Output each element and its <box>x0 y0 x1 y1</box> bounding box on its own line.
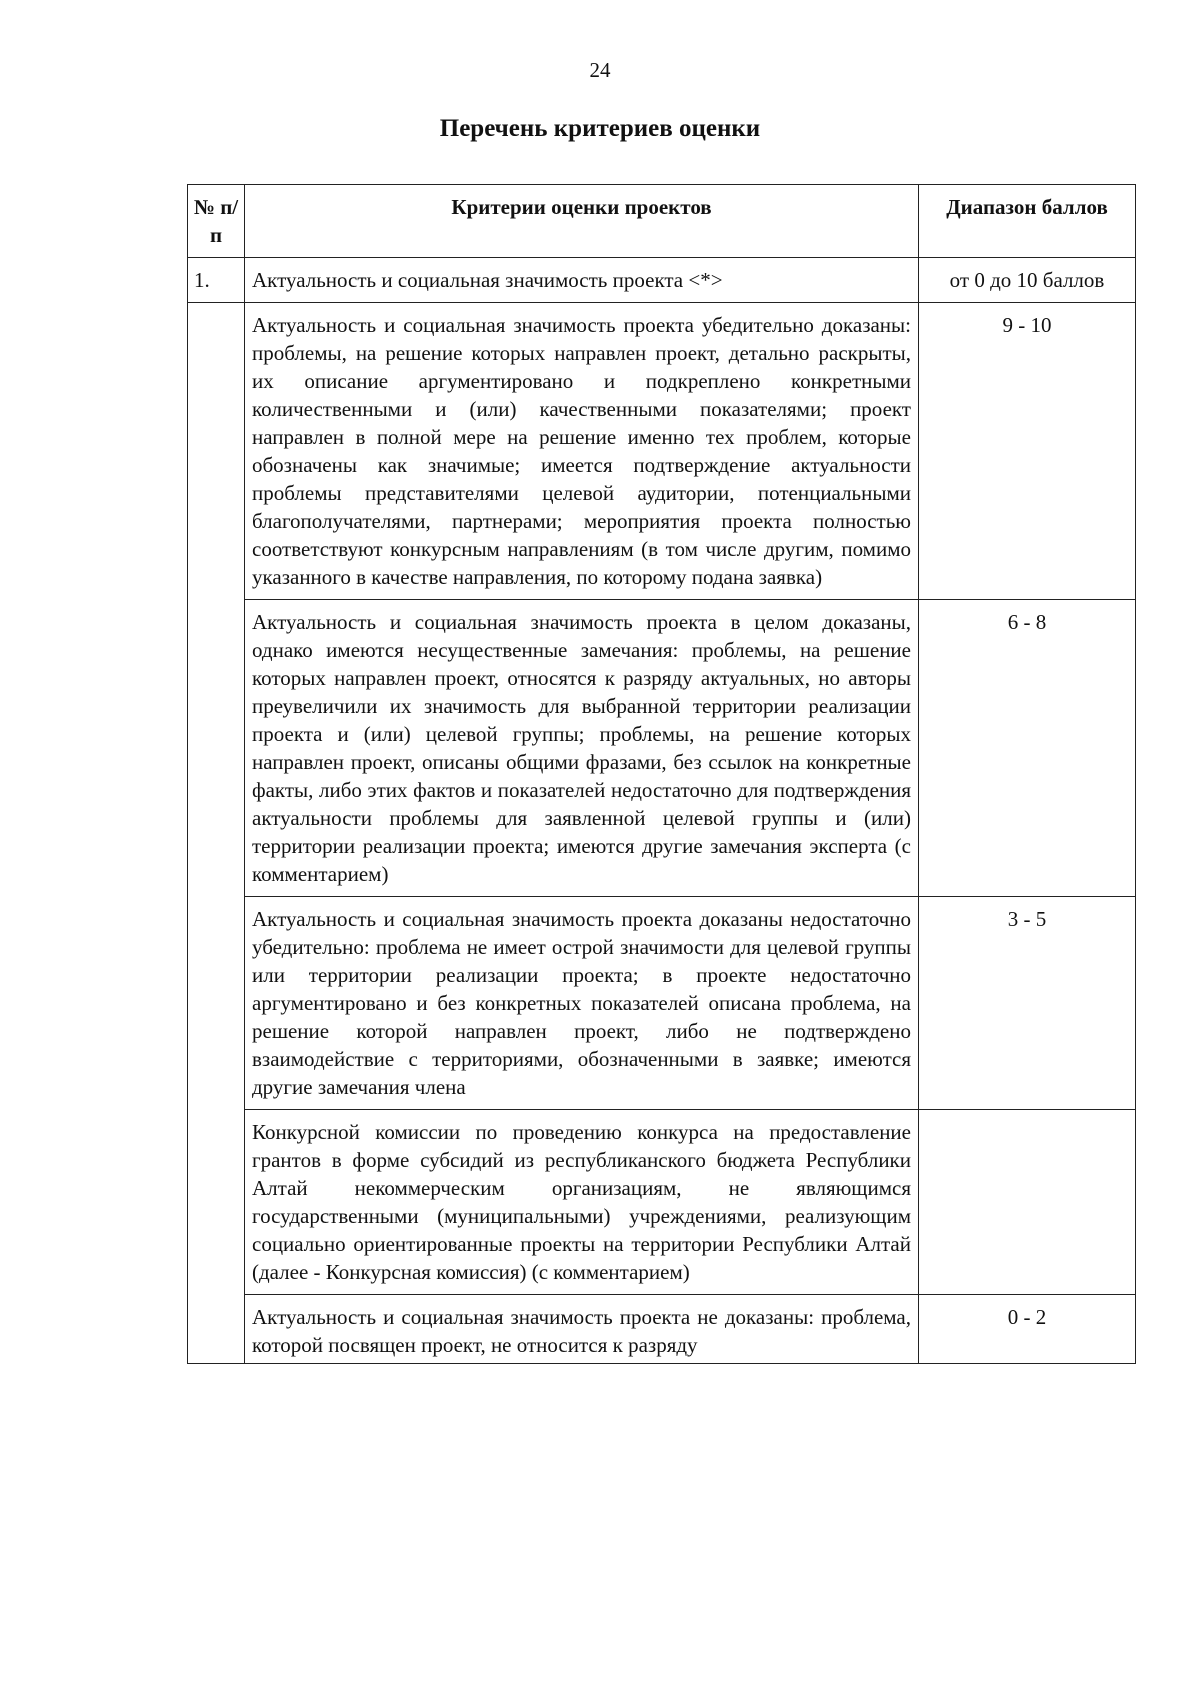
column-header-range: Диапазон баллов <box>919 185 1136 258</box>
merged-number-cell <box>188 303 245 1364</box>
column-header-number: № п/п <box>188 185 245 258</box>
table-row <box>188 1110 1136 1295</box>
criterion-text: Конкурсной комиссии по проведению конкурса на предоставление грантов в форме субсидий из республиканского бюджета Республики Алтай некоммерческим организациям, не являющимся государственными (муниципальными) учреждениями, реализующим социально ориентированные проекты на территории Республики Алтай (далее - Конкурсная комиссия) (с комментарием) <box>245 1110 919 1295</box>
criterion-score: 3 - 5 <box>919 897 1136 1110</box>
table-row <box>188 600 1136 897</box>
criterion-text: Актуальность и социальная значимость проекта в целом доказаны, однако имеются несущественные замечания: проблемы, на решение которых направлен проект, относятся к разряду актуальных, но авторы преувеличили их значимость для выбранной территории реализации проекта и (или) целевой группы; проблемы, на решение которых направлен проект, описаны общими фразами, без ссылок на конкретные факты, либо этих фактов и показателей недостаточно для подтверждения актуальности проблемы для заявленной целевой группы и (или) территории реализации проекта; имеются другие замечания эксперта (с комментарием) <box>245 600 919 897</box>
criterion-score <box>919 1110 1136 1295</box>
criterion-score: 9 - 10 <box>919 303 1136 600</box>
table-row <box>188 303 1136 600</box>
page-number: 24 <box>589 58 611 82</box>
section-criterion: Актуальность и социальная значимость проекта <*> <box>245 258 919 303</box>
section-range: от 0 до 10 баллов <box>919 258 1136 303</box>
criterion-text: Актуальность и социальная значимость проекта доказаны недостаточно убедительно: проблема не имеет острой значимости для целевой группы или территории реализации проекта; в проекте недостаточно аргументировано и без конкретных показателей описана проблема, на решение которой направлен проект, либо не подтверждено взаимодействие с территориями, обозначенными в заявке; имеются другие замечания члена <box>245 897 919 1110</box>
criterion-score: 6 - 8 <box>919 600 1136 897</box>
criterion-text: Актуальность и социальная значимость проекта не доказаны: проблема, которой посвящен проект, не относится к разряду <box>245 1295 919 1364</box>
table-row <box>188 897 1136 1110</box>
section-row <box>188 258 1136 303</box>
criterion-text: Актуальность и социальная значимость проекта убедительно доказаны: проблемы, на решение которых направлен проект, детально раскрыты, их описание аргументировано и подкреплено конкретными количественными и (или) качественными показателями; проект направлен в полной мере на решение именно тех проблем, которые обозначены как значимые; имеется подтверждение актуальности проблемы представителями целевой аудитории, потенциальными благополучателями, партнерами; мероприятия проекта полностью соответствуют конкурсным направлениям (в том числе другим, помимо указанного в качестве направления, по которому подана заявка) <box>245 303 919 600</box>
criterion-score: 0 - 2 <box>919 1295 1136 1364</box>
column-header-criteria: Критерии оценки проектов <box>245 185 919 258</box>
table-header-row <box>188 185 1136 258</box>
table-row <box>188 1295 1136 1364</box>
page-title: Перечень критериев оценки <box>439 115 761 142</box>
section-number: 1. <box>188 258 245 303</box>
criteria-table <box>187 184 1136 1364</box>
